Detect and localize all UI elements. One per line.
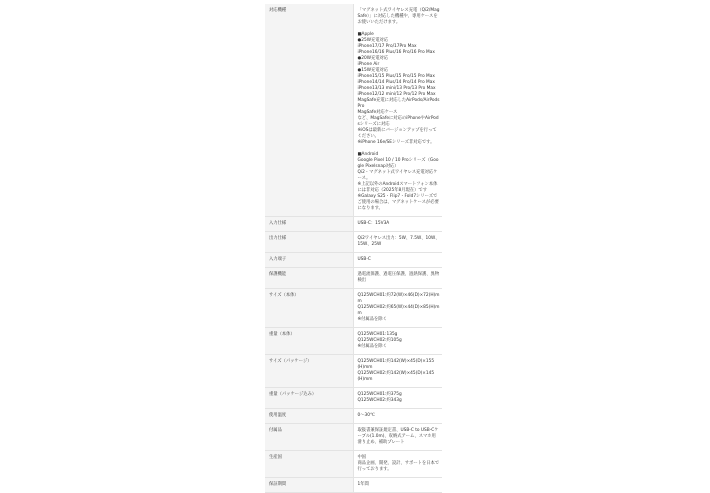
- spec-value-line: iPhone15/15 Plus/15 Pro/15 Pro Max: [357, 74, 435, 79]
- spec-row: [265, 409, 442, 424]
- spec-value-line: ※上記以外のAndroidスマートフォン本体には非対応（2025年8月現在）です: [357, 182, 438, 193]
- spec-label: 入力仕様: [265, 217, 353, 232]
- spec-value-line: ●25W充電対応: [357, 38, 389, 43]
- spec-table: [265, 4, 442, 493]
- spec-value-line: USB-C：15V3A: [357, 221, 390, 226]
- spec-value: [353, 409, 442, 424]
- spec-row: [265, 451, 442, 478]
- spec-label: 付属品: [265, 424, 353, 451]
- spec-value-line: Q125WCH01:約72(W)×46(D)×72(H)mm: [357, 293, 440, 304]
- spec-row: [265, 388, 442, 409]
- spec-value: [353, 424, 442, 451]
- spec-value-line: Qi2・マグネット式ワイヤレス充電対応ケース。: [357, 170, 438, 181]
- spec-value-line: Q125WCH02:約105g: [357, 338, 402, 343]
- spec-value: [353, 232, 442, 253]
- spec-value-line: ※Galaxy S25・Flip7・Fold7シリーズでご使用の場合は、マグネットケースが必要になります。: [357, 194, 439, 211]
- spec-value-line: Q125WCH01:135g: [357, 332, 398, 337]
- spec-value-line: 0〜30℃: [357, 413, 375, 418]
- spec-value: [353, 268, 442, 289]
- spec-value-line: 1年間: [357, 482, 369, 487]
- spec-row: [265, 355, 442, 388]
- spec-value-line: 中国: [357, 455, 367, 460]
- spec-label: サイズ（本体）: [265, 289, 353, 328]
- spec-label: 生産国: [265, 451, 353, 478]
- spec-value: [353, 4, 442, 217]
- spec-row: [265, 4, 442, 217]
- spec-label: 入力端子: [265, 253, 353, 268]
- spec-value-line: iPhone14/14 Plus/14 Pro/14 Pro Max: [357, 80, 435, 85]
- spec-value-line: Q125WCH01:約375g: [357, 392, 402, 397]
- spec-label: 保証期間: [265, 478, 353, 493]
- spec-value-line: ●20W充電対応: [357, 56, 389, 61]
- spec-label: 保護機能: [265, 268, 353, 289]
- spec-table-body: [265, 4, 442, 493]
- spec-label: 出力仕様: [265, 232, 353, 253]
- spec-value-line: iPhone Air: [357, 62, 380, 67]
- spec-value-line: Q125WCH01:約142(W)×45(D)×155(H)mm: [357, 359, 435, 370]
- spec-value-line: iPhone12/12 mini/12 Pro/12 Pro Max: [357, 92, 436, 97]
- spec-label: 対応機種: [265, 4, 353, 217]
- spec-value-line: 取扱書兼保証規定書、USB-C to USB-Cケーブル(1.0m)、収納式アーム、スマホ用滑り止め、補助プレート: [357, 428, 439, 445]
- spec-value-line: MagSafe充電に対応したAirPods/AirPods Pro: [357, 98, 441, 109]
- spec-value: [353, 355, 442, 388]
- spec-value: [353, 478, 442, 493]
- spec-value-line: Q125WCH02:約343g: [357, 398, 402, 403]
- spec-row: [265, 328, 442, 355]
- spec-label: 重量（本体）: [265, 328, 353, 355]
- spec-value-line: など、MagSafeに対応のiPhoneやAirPodsシリーズに対応: [357, 116, 439, 127]
- spec-value-line: ※付属品を除く: [357, 344, 387, 349]
- spec-value-line: USB-C: [357, 257, 371, 262]
- spec-value-line: iPhone13/13 mini/13 Pro/13 Pro Max: [357, 86, 436, 91]
- spec-value-line: ※iOSは最新にバージョンアップを行ってください。: [357, 128, 437, 139]
- spec-row: [265, 253, 442, 268]
- spec-value: [353, 289, 442, 328]
- spec-value-line: iPhone17/17 Pro/17Pro Max: [357, 44, 417, 49]
- spec-value-line: 商品企画、開発、設計、サポートを日本で行っております。: [357, 461, 440, 472]
- spec-value-line: ※iPhone 16e/SEシリーズ非対応です。: [357, 140, 435, 145]
- spec-row: [265, 478, 442, 493]
- spec-value-line: Q125WCH02:約142(W)×45(D)×145(H)mm: [357, 371, 435, 382]
- spec-row: [265, 268, 442, 289]
- spec-value: [353, 217, 442, 232]
- spec-value: [353, 253, 442, 268]
- spec-value-line: iPhone16/16 Plus/16 Pro/16 Pro Max: [357, 50, 435, 55]
- spec-row: [265, 289, 442, 328]
- spec-value-line: ※付属品を除く: [357, 317, 387, 322]
- spec-value-line: ■Apple: [357, 32, 374, 37]
- spec-row: [265, 217, 442, 232]
- spec-value: [353, 451, 442, 478]
- spec-value-line: Qi2ワイヤレス出力：5W、7.5W、10W、15W、25W: [357, 236, 440, 247]
- spec-row: [265, 424, 442, 451]
- spec-value-line: Google Pixel 10 / 10 Proシリーズ（Google Pixelsnap対応）: [357, 158, 439, 169]
- spec-label: サイズ（パッケージ）: [265, 355, 353, 388]
- spec-value: [353, 388, 442, 409]
- spec-label: 使用温度: [265, 409, 353, 424]
- spec-value-line: ■Android: [357, 152, 379, 157]
- spec-value-line: ●15W充電対応: [357, 68, 389, 73]
- spec-value-line: 「マグネット式ワイヤレス充電（Qi2/MagSafe）」に対応した機種や、専用ケースをお使いいただけます。: [357, 8, 440, 25]
- spec-value: [353, 328, 442, 355]
- spec-value-line: MagSafe対応ケース: [357, 110, 398, 115]
- spec-label: 重量（パッケージ込み）: [265, 388, 353, 409]
- spec-value-line: 過電流保護、過電圧保護、過熱保護、異物検出: [357, 272, 440, 283]
- spec-value-line: Q125WCH02:約65(W)×44(D)×85(H)mm: [357, 305, 440, 316]
- spec-row: [265, 232, 442, 253]
